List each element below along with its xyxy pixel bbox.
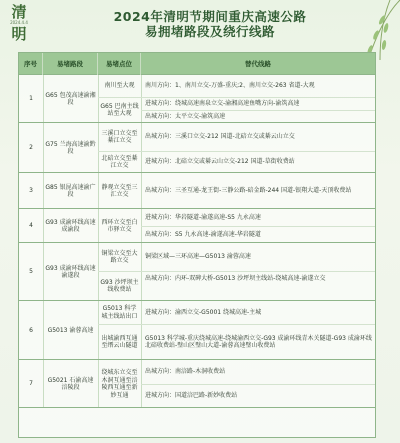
stamp-char-1: 清	[11, 3, 27, 21]
header-road: 易堵路段	[43, 53, 98, 75]
title-line-2: 易拥堵路段及绕行线路	[144, 24, 275, 39]
row-point: 南川至大观	[104, 82, 135, 90]
row-alt-route: 铜梁区域—三环高速—G5013 渝蓉高速	[145, 253, 251, 261]
row-seq: 3	[29, 187, 33, 195]
row-road: G5013 渝蓉高速	[47, 326, 94, 334]
row-point: G5013 科学城主线站出口	[101, 305, 138, 320]
congestion-table	[18, 52, 376, 438]
row-alt-route: G5013 科学城-重庆绕城高速-绕城渝西立交-G93 成渝环线青木关隧道-G93 成渝环线北碚收费站-璧山区璧山大道-渝蓉高速璧山收费站	[145, 334, 372, 349]
row-point: G65 巴南主线站至大观	[100, 102, 139, 117]
row-point: G93 沙坪坝主线收费站	[100, 278, 139, 293]
header-seq: 序号	[19, 53, 43, 75]
row-seq: 4	[29, 222, 33, 230]
row-alt-route: 进城方向：华岩隧道-渝遂高速-S5 九永高速	[145, 213, 261, 221]
row-seq: 6	[29, 326, 33, 334]
title-line-1: 2024年清明节期间重庆高速公路	[113, 9, 307, 24]
row-alt-route: 出城方向：太平立交-渝筑高速	[145, 112, 226, 120]
row-point: 北碚立交至綦江立交	[101, 154, 138, 169]
row-seq: 7	[29, 380, 33, 388]
row-seq: 2	[29, 144, 33, 152]
row-point: 三溪口立交至綦江立交	[101, 129, 138, 144]
row-point: 绕城东立交至木洞互通至涪陵西互通至新妙互通	[101, 369, 138, 399]
row-point: 铜梁立交至大路立交	[101, 249, 138, 264]
header-alt: 替代线路	[245, 59, 271, 68]
row-road: G85 银昆高速渝广段	[45, 183, 96, 198]
stamp-date: 2024.4.4	[10, 20, 28, 25]
row-alt-route: 出城方向：S5 九永高速-渝遂高速-华岩隧道	[145, 230, 261, 238]
table-row-group	[19, 173, 375, 209]
row-seq: 1	[29, 95, 33, 103]
row-point: 西环立交至白市驿立交	[101, 218, 138, 233]
row-alt-route: 进城方向：北碚立交或綦云山立交-212 国道-草街收费站	[145, 158, 295, 166]
table-row-group	[19, 301, 375, 360]
row-alt-route: 出城方向：三圣互通-龙王街-三静公路-碚金路-244 国道-银翔大道-天顶收费站	[145, 187, 352, 195]
table-row-group	[19, 123, 375, 173]
row-road: G5021 石渝高速涪陵段	[47, 376, 94, 391]
header	[0, 0, 400, 50]
stamp-char-2: 明	[11, 25, 27, 43]
row-alt-route: 进城方向：国道涪巴路-新妙收费站	[145, 392, 238, 400]
row-point: 出城渝西互通至缙云山隧道	[101, 334, 138, 349]
row-alt-route: 出城方向：内环-双碑大桥-G5013 沙坪坝主线站-绕城高速-渝遂立交	[145, 274, 326, 282]
qingming-stamp	[4, 4, 34, 50]
table-header-row	[19, 53, 375, 75]
table-row-group	[19, 243, 375, 301]
table-row-group	[19, 360, 375, 408]
header-point: 易堵点位	[98, 53, 141, 75]
row-alt-route: 进城方向：绕城高速南泉立交-渝湘高速鱼嘴方向-渝筑高速	[145, 99, 300, 107]
row-alt-route: 出城方向：南涪路-木洞收费站	[145, 368, 226, 376]
row-alt-route: 南川方向：1、南川立交-万盛-重庆;2、南川立交-263 省道-大观	[145, 82, 315, 90]
row-alt-route: 出城方向：三溪口立交-212 国道-北碚立交或綦云山立交	[145, 133, 295, 141]
table-row-group	[19, 209, 375, 243]
row-road: G65 包茂高速渝湘段	[45, 91, 96, 106]
row-seq: 5	[29, 268, 33, 276]
row-road: G93 成渝环线高速成渝段	[45, 218, 96, 233]
row-road: G93 成渝环线高速渝遂段	[45, 264, 96, 279]
row-alt-route: 进城方向：渝西立交-G5001 绕城高速-主城	[145, 308, 262, 316]
row-road: G75 兰海高速渝黔段	[45, 140, 96, 155]
page-title	[40, 9, 380, 39]
row-point: 静观立交至三汇立交	[101, 183, 138, 198]
table-row-group	[19, 75, 375, 123]
